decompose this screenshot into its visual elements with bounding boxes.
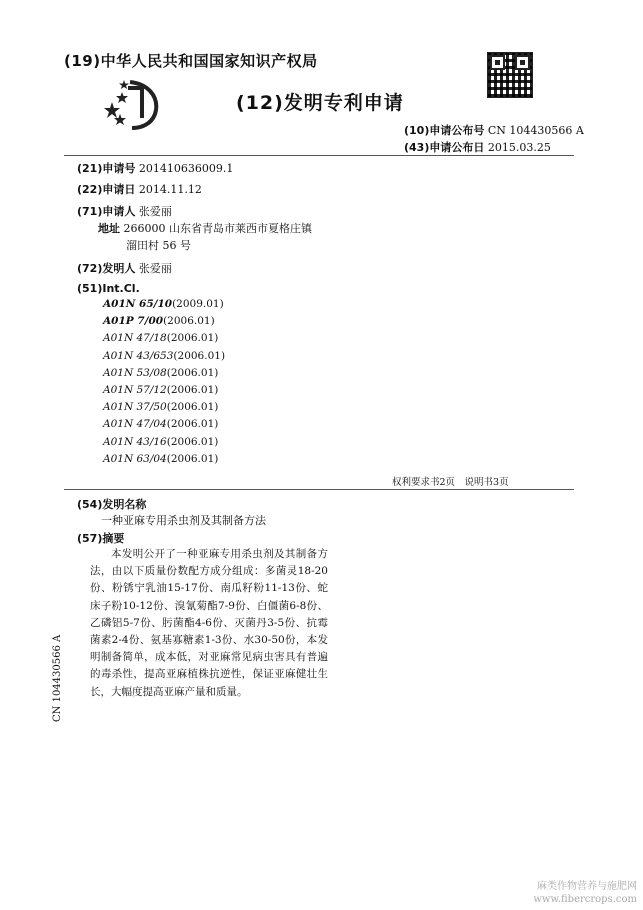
ipc-code: A01N 43/16 [103,435,167,448]
ipc-code-row [103,384,218,396]
patent-office-name: (19)中华人民共和国国家知识产权局 [64,52,318,70]
application-number [77,160,233,176]
ipc-code: A01N 53/08 [103,366,167,379]
int-cl [77,282,140,295]
ipc-code: A01P 7/00 [103,315,164,328]
application-date [77,181,202,197]
ipc-code: A01N 43/653 [103,349,174,362]
publication-number-label: (10)申请公布号 [404,124,485,137]
ipc-version: (2006.01) [166,452,219,465]
int-cl-label: (51)Int.Cl. [77,282,140,295]
bibliographic-rule [64,489,574,490]
ipc-code-row [103,298,224,310]
inventor [77,260,172,276]
abstract-text: 本发明公开了一种亚麻专用杀虫剂及其制备方法，由以下质量份数配方成分组成：多菌灵18-20份、粉锈宁乳油15-17份、南瓜籽粉11-13份、蛇床子粉10-12份、溴氰菊酯7-9份、白僵菌6-8份、乙磷铝5-7份、肟菌酯4-6份、灭菌丹3-5份、抗霉菌素2-4份、氨基寡糖素1-3份、水30-50份，本发明制备简单，成本低，对亚麻常见病虫害具有普遍的毒杀性，提高亚麻植株抗逆性，保证亚麻健壮生长，大幅度提高亚麻产量和质量。 [90,548,328,698]
publication-date-value: 2015.03.25 [487,141,551,154]
ipc-version: (2006.01) [163,315,215,328]
watermark-line-1: 麻类作物营养与施肥网 [537,881,637,892]
publication-number-value: CN 104430566 A [487,124,584,137]
applicant [77,203,172,219]
document-type-title: (12)发明专利申请 [236,92,404,114]
page-counts: 权利要求书2页 说明书3页 [392,477,509,488]
abstract-label: (57)摘要 [77,532,125,545]
ipc-code: A01N 47/04 [103,418,167,431]
ipc-version: (2006.01) [166,384,219,396]
ipc-code: A01N 63/04 [103,452,167,465]
watermark-line-2: www.fibercrops.com [533,894,637,905]
address-label: 地址 [98,222,120,235]
applicant-label: (71)申请人 [77,205,136,218]
application-date-label: (22)申请日 [77,183,136,196]
ipc-code: A01N 47/18 [103,332,167,345]
applicant-value: 张爱丽 [138,205,172,218]
side-publication-number: CN 104430566 A [52,634,63,722]
address-line-2: 溜田村 56 号 [126,239,191,252]
ipc-version: (2006.01) [166,435,219,448]
ipc-code-row [103,453,218,465]
ipc-code-row [103,418,218,430]
ipc-code-row [103,401,218,413]
ipc-code-row [103,332,218,344]
ipc-code: A01N 57/12 [103,384,167,396]
ipc-version: (2006.01) [166,401,219,414]
ipc-version: (2006.01) [166,366,219,379]
ipc-code: A01N 65/10 [103,298,173,310]
publication-number [404,122,584,138]
application-date-value: 2014.11.12 [138,183,202,196]
ipc-version: (2006.01) [166,418,219,431]
ipc-code-row [103,315,215,327]
ipc-code-row [103,436,218,448]
application-number-label: (21)申请号 [77,162,136,175]
qr-code-icon [487,52,533,98]
inventor-value: 张爱丽 [138,262,172,275]
ipc-code-row [103,350,225,362]
invention-title: 一种亚麻专用杀虫剂及其制备方法 [101,514,266,527]
header-rule [64,155,574,156]
address [98,220,312,236]
publication-date-label: (43)申请公布日 [404,141,485,154]
ipc-version: (2006.01) [173,349,226,362]
invention-title-label: (54)发明名称 [77,498,147,511]
publication-date [404,139,551,155]
inventor-label: (72)发明人 [77,262,136,275]
ipc-code-row [103,367,218,379]
watermark [533,880,637,906]
ipc-code: A01N 37/50 [103,401,167,414]
ipc-version: (2006.01) [166,332,219,345]
ipc-version: (2009.01) [172,298,224,310]
address-line-1: 266000 山东省青岛市莱西市夏格庄镇 [123,222,312,235]
cnipa-logo-icon [100,78,162,130]
application-number-value: 201410636009.1 [138,162,234,175]
